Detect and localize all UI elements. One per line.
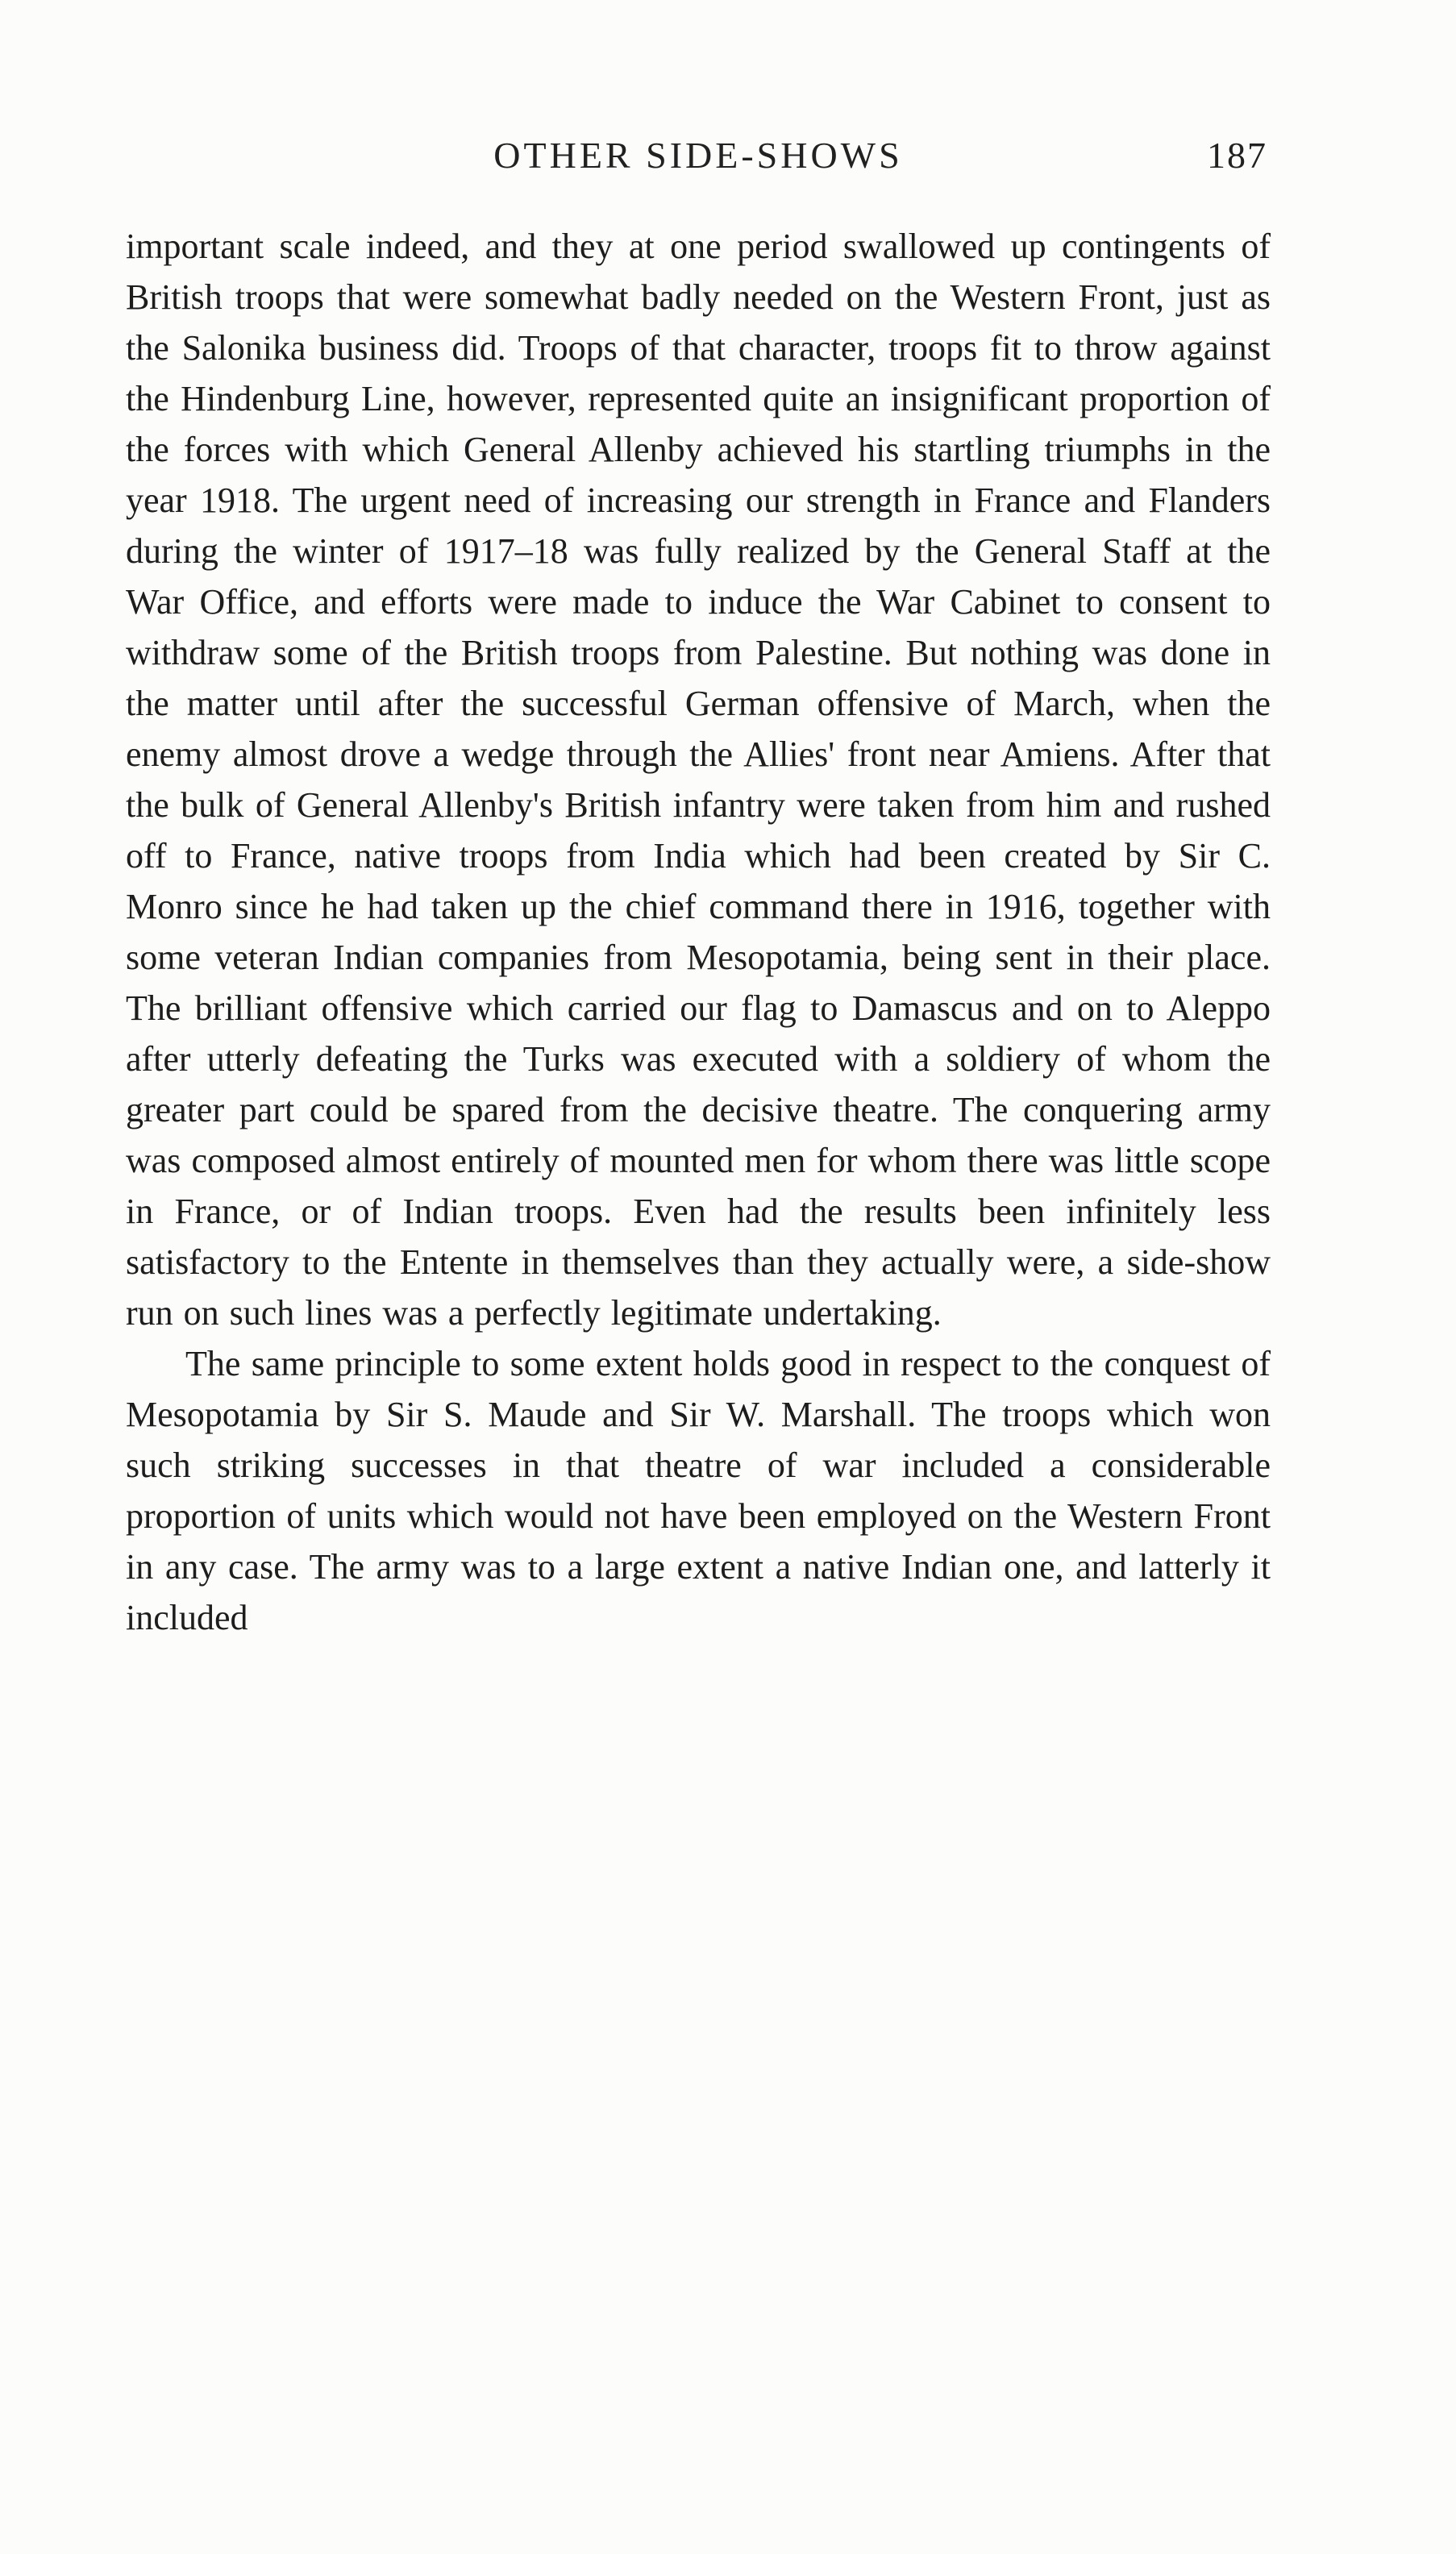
paragraph: The same principle to some extent holds good in respect to the conquest of Mesopotamia by Sir S. Maude and Sir W. Marshall. The troops which won such striking successes in that theatre of war included a considerable proportion of units which would not have been employed on the Western Front in any case. The army was to a large extent a native Indian one, and latterly it included [126,1344,1271,1637]
page-body [126,221,1271,1643]
running-title: OTHER SIDE-SHOWS [493,135,903,176]
paragraph: important scale indeed, and they at one period swallowed up contingents of British troops that were somewhat badly needed on the Western Front, just as the Salonika business did. Troops of that character, troops fit to throw against the Hindenburg Line, however, represented quite an insignificant proportion of the forces with which General Allenby achieved his startling triumphs in the year 1918. The urgent need of increasing our strength in France and Flanders during the winter of 1917–18 was fully realized by the General Staff at the War Office, and efforts were made to induce the War Cabinet to consent to withdraw some of the British troops from Palestine. But nothing was done in the matter until after the successful German offensive of March, when the enemy almost drove a wedge through the Allies' front near Amiens. After that the bulk of General Allenby's British infantry were taken from him and rushed off to France, native troops from India which had been created by Sir C. Monro since he had taken up the chief command there in 1916, together with some veteran Indian companies from Mesopotamia, being sent in their place. The brilliant offensive which carried our flag to Damascus and on to Aleppo after utterly defeating the Turks was executed with a soldiery of whom the greater part could be spared from the decisive theatre. The conquering army was composed almost entirely of mounted men for whom there was little scope in France, or of Indian troops. Even had the results been infinitely less satisfactory to the Entente in themselves than they actually were, a side-show run on such lines was a perfectly legitimate undertaking. [126,227,1271,1333]
page-header [126,127,1271,184]
page-number: 187 [1207,135,1267,176]
